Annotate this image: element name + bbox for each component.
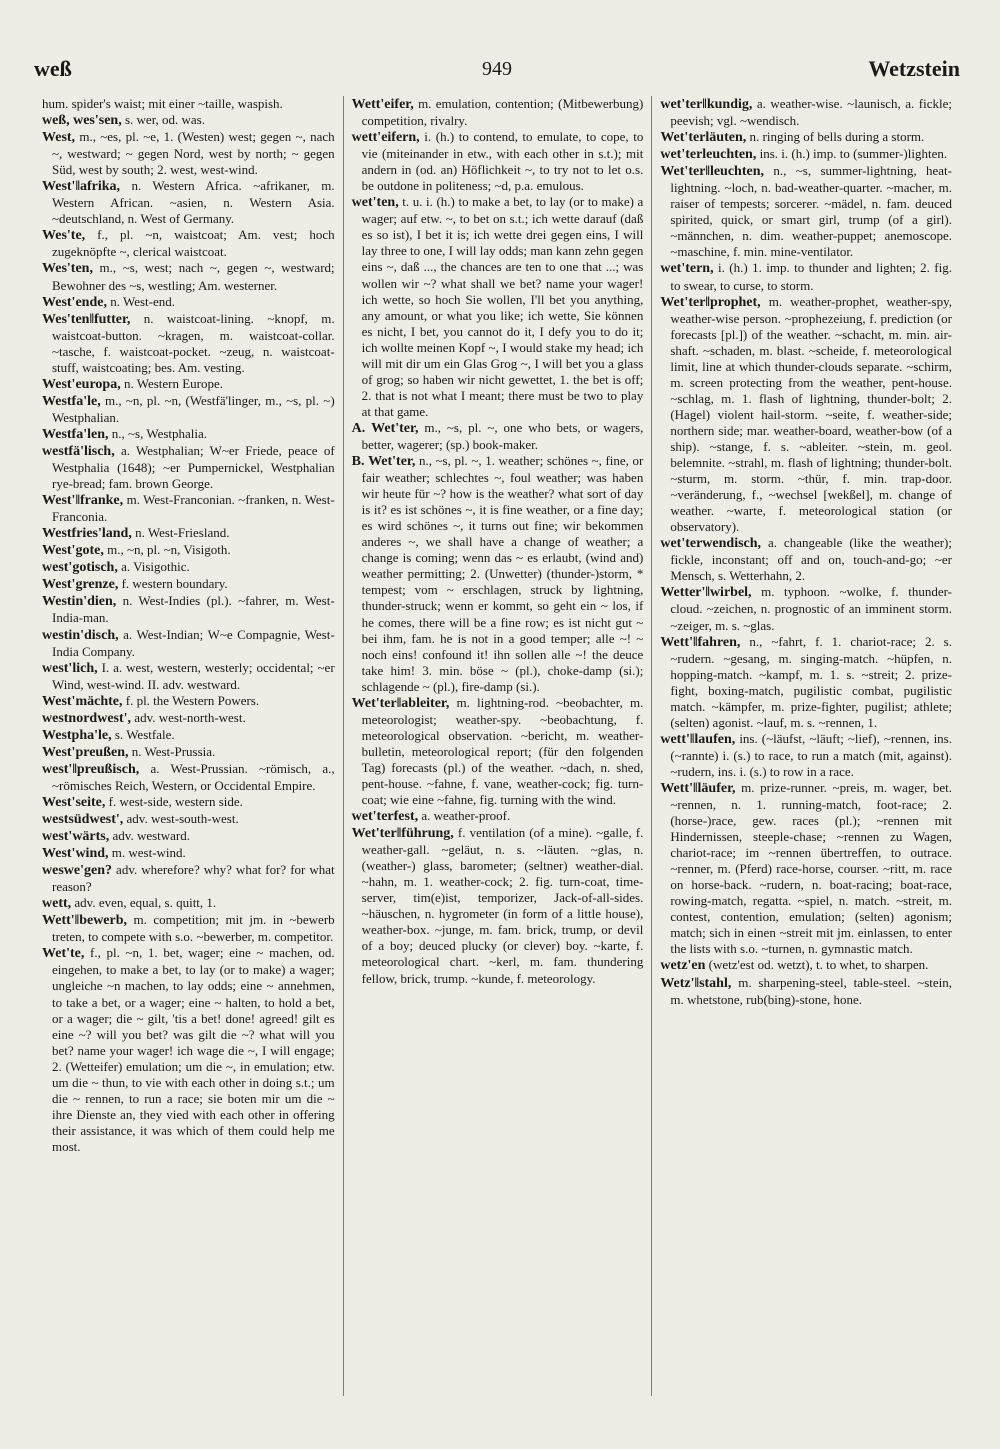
entry-definition: adv. wherefore? why? what for? for what reason? [52, 862, 335, 895]
dictionary-entry [42, 660, 335, 693]
dictionary-entry [42, 311, 335, 376]
entry-definition: n. Western Europe. [123, 375, 224, 391]
dictionary-entry [660, 634, 952, 731]
entry-definition: f. pl. the Western Powers. [125, 692, 260, 708]
entry-definition: t. u. i. (h.) to make a bet, to lay (or to make) a wager; auf etw. ~, to bet on s.t.; ich wette darauf (daß es so ist), I bet it is; ich wette drei gegen eins, I will lay three to one, I will lay odds; man kann zehn gegen eins ~, daß ..., the chances are ten to one that ...; was wollen wir ~? what shall we bet? name your wager! ich wette, so hoch Sie wollen, I'll bet you anything, any amount, or what you like; ich wette, Sie können es nicht, I bet, you cannot do it, I defy you to do it; ich wollte meinen Kopf ~, I would stake my head; ich will mit dir um ein Glas Grog ~, I will bet you a glass of grog; so haben wir nicht gewettet, 1. the bet is off; 2. that is not what I meant; there must be two to play at that game. [361, 194, 644, 419]
entry-definition: n., ~s, summer-lightning, heat-lightning. ~loch, n. bad-weather-quarter. ~macher, m. raiser of tempests; sorcerer. ~mädel, n. fam. deuced spirited, quick, or smart girl, trump (of a girl). ~männchen, n. dim. weather-puppet; anemoscope. ~maschine, f. min. mine-ventilator. [670, 163, 952, 260]
dictionary-entry [660, 975, 952, 1008]
entry-definition: hum. spider's waist; mit einer ~taille, waspish. [42, 96, 283, 111]
entry-headword: wett, [42, 896, 72, 912]
entry-headword: wet'terfest, [351, 809, 419, 825]
entry-definition: n. ringing of bells during a storm. [749, 129, 925, 145]
entry-definition: s. wer, od. was. [124, 112, 205, 128]
entry-headword: West'preußen, [42, 744, 129, 760]
entry-definition: ins. (~läufst, ~läuft; ~lief), ~rennen, ins. (~rannte) i. (s.) to race, to run a match (mit, against). ~rudern, ins. i. (s.) to row in a race. [670, 730, 952, 779]
entry-definition: m. lightning-rod. ~beobachter, m. meteorologist; weather-spy. ~beobachtung, f. meteorological observation. ~bericht, m. weather-bulletin, meteorological report; (für den folgenden Tag) forecasts (pl.) of the weather. ~dach, n. shed, pent-house. ~fahne, f. vane, weather-cock; fig. turn-coat; wie eine ~fahne, fig. turning with the wind. [361, 694, 644, 808]
dictionary-entry [42, 178, 335, 227]
entry-headword: westin'disch, [42, 627, 119, 643]
column-2 [343, 96, 652, 1396]
entry-definition: m., ~n, pl. ~n, (Westfä'linger, m., ~s, pl. ~) Westphalian. [52, 392, 335, 425]
dictionary-entry [660, 780, 952, 958]
entry-headword: Wet'te, [42, 946, 85, 962]
dictionary-entry [42, 794, 335, 811]
page-number: 949 [482, 58, 512, 80]
entry-headword: West'gote, [42, 543, 104, 559]
dictionary-entry [660, 957, 952, 974]
entry-definition: n. Western Africa. ~afrikaner, m. Western African. ~asien, n. Western Asia. ~deutschland, n. West of Germany. [52, 178, 335, 227]
entry-definition: m. west-wind. [111, 845, 186, 861]
entry-definition: adv. westward. [112, 828, 191, 844]
dictionary-entry [42, 862, 335, 895]
entry-definition: f. ventilation (of a mine). ~galle, f. weather-gall. ~geläut, n. s. ~läuten. ~glas, n. (weather-) glass, barometer; (seltner) weather-dial. ~hahn, m. 1. weather-cock; 2. fig. turn-coat, time-server, tim(e)ist, temporizer, Jack-of-all-sides. ~häuschen, n. hygrometer (in form of a little house), weather-box. ~junge, m. fam. brick, trump, or devil of a boy; deuced plucky (or clever) boy. ~karte, f. meteorological chart. ~kerl, m. fam. thundering fellow, brick, trump. ~kunde, f. meteorology. [361, 825, 644, 986]
entry-headword: Wet'terläuten, [660, 130, 747, 146]
dictionary-entry [42, 811, 335, 828]
entry-headword: west'gotisch, [42, 560, 118, 576]
entry-headword: west'lich, [42, 660, 98, 676]
entry-definition: n., ~s, Westphalia. [111, 425, 208, 441]
entry-definition: m. prize-runner. ~preis, m. wager, bet. ~rennen, n. 1. running-match, foot-race; 2. (horse-)race, gew. races (pl.); ~rennen mit Hindernissen, steeple-chase; ~rennen zu Wagen, chariot-race; im ~rennen übertreffen, to outrace. ~renner, m. (Pferd) race-horse, courser. ~ritt, m. race on horse-back. ~rudern, n. boat-racing; boat-race, rowing-match, regatta. ~spiel, n. match. ~streit, m. contest, contention, emulation; (selten) agonism; match; sich in einen ~streit mit jm. einlassen, to enter the lists with s.o. ~turnen, n. gymnastic match. [670, 779, 952, 957]
dictionary-entry [660, 146, 952, 163]
dictionary-entry [42, 376, 335, 393]
dictionary-entry [42, 895, 335, 912]
entry-headword: wetz'en [660, 958, 706, 974]
dictionary-entry [42, 945, 335, 1155]
dictionary-entry [42, 112, 335, 129]
entry-headword: Wet'ter‖ableiter, [351, 695, 450, 711]
entry-headword: westnordwest', [42, 710, 132, 726]
entry-definition: a. Visigothic. [121, 559, 190, 575]
entry-definition: m., ~n, pl. ~n, Visigoth. [107, 542, 231, 558]
entry-headword: Wett'‖läufer, [660, 780, 736, 796]
entry-headword: westfä'lisch, [42, 443, 115, 459]
entry-definition: m. weather-prophet, weather-spy, weather-wise person. ~prophezeiung, f. prediction (or forecasts [pl.]) of the weather. ~schacht, m. min. air-shaft. ~schaden, m. blast. ~scheide, f. meteorological limit, line at which thunder-clouds separate. ~schirm, m. screen protecting from the weather, pent-house. ~schlag, m. 1. flash of lightning, thunder-bolt; 2. (Hagel) violent hail-storm. ~seite, f. weather-side; northern side; mar. weather-board, weather-bow (of a ship). ~stange, f. s. ~ableiter. ~stein, m. geol. belemnite. ~strahl, m. flash of lightning; thunder-bolt. ~sturm, m. storm. ~thür, f. min. trap-door. ~veränderung, f., ~wechsel [wekßel], m. change of weather. ~warte, f. meteorological station (or observatory). [670, 293, 952, 535]
column-3 [651, 96, 960, 1396]
dictionary-entry [660, 96, 952, 129]
dictionary-entry [660, 129, 952, 146]
right-guide-word: Wetzstein [868, 56, 960, 81]
entry-headword: Wett'‖fahren, [660, 634, 741, 650]
entry-headword: wet'terwendisch, [660, 536, 762, 552]
dictionary-entry [42, 593, 335, 626]
entry-definition: m. West-Franconian. ~franken, n. West-Franconia. [52, 492, 335, 525]
dictionary-entry [660, 294, 952, 536]
entry-headword: westsüdwest', [42, 812, 124, 828]
entry-headword: Wes'te, [42, 228, 86, 244]
dictionary-entry [660, 163, 952, 260]
entry-definition: n. West-Friesland. [135, 525, 230, 541]
entry-definition: adv. even, equal, s. quitt, 1. [74, 895, 217, 911]
entry-definition: n., ~s, pl. ~, 1. weather; schönes ~, fine, or fair weather; schlechtes ~, foul weather; was haben wir heute für ~? how is the weather? what sort of day is it? es ist schönes ~, it is fine weather, or a fine day; es wird schönes ~, it turns out fine; wir bekommen anderes ~, we shall have a change of weather; a change is coming; wenn das ~ es erlaubt, (wind and) weather permitting; 2. (Unwetter) (thunder-)storm, * tempest; vom ~ erschlagen, struck by lightning, thunder-struck; wenn er kommt, so geht ein ~ los, if he comes, there will be a fine row; es ist nicht gut ~ bei ihm, fam. he is not in a good temper; alle ~! ~ noch eins! confound it! ihn sollen alle ~! the deuce take him! 3. min. böse ~ (pl.), choke-damp (si.); schlagende ~ (pl.), fire-damp (si.). [361, 453, 644, 694]
entry-headword: Wetz'‖stahl, [660, 975, 732, 991]
dictionary-entry [42, 227, 335, 260]
dictionary-entry [42, 845, 335, 862]
dictionary-entry [352, 453, 644, 695]
entry-headword: A. Wet'ter, [351, 420, 419, 436]
dictionary-entry [352, 129, 644, 194]
dictionary-entry [42, 576, 335, 593]
dictionary-entry [42, 129, 335, 178]
entry-definition: I. a. west, western, westerly; occidental; ~er Wind, west-wind. II. adv. westward. [52, 659, 335, 692]
entry-definition: m. emulation, contention; (Mitbewerbung) competition, rivalry. [361, 96, 644, 129]
entry-definition: f. west-side, western side. [108, 793, 243, 809]
dictionary-entry [42, 492, 335, 525]
entry-definition: s. Westfale. [114, 726, 175, 742]
entry-headword: Wetter'‖wirbel, [660, 585, 752, 601]
entry-headword: West'seite, [42, 794, 106, 810]
dictionary-entry [352, 695, 644, 808]
dictionary-entry [42, 912, 335, 945]
entry-headword: weß, wes'sen, [42, 113, 122, 129]
entry-headword: West'mächte, [42, 693, 123, 709]
dictionary-entry [352, 96, 644, 129]
entry-headword: wett'‖laufen, [660, 731, 736, 747]
entry-headword: Wett'eifer, [351, 97, 414, 112]
entry-headword: Westpha'le, [42, 727, 112, 743]
dictionary-entry [42, 761, 335, 794]
entry-definition: f., pl. ~n, 1. bet, wager; eine ~ machen, od. eingehen, to make a bet, to lay (or to make) a wager; ungleiche ~n machen, to lay odds; eine ~ annehmen, to take a bet, or a wager; eine ~ halten, to hold a bet, or a wager; die ~ gilt, 'tis a bet! done! agreed! gilt es eine ~? will you bet? was gilt die ~? what will you bet? name your wager! ich wage die ~, I will engage; 2. (Wetteifer) emulation; um die ~, in emulation; etw. um die ~ thun, to vie with each other in doing s.t.; um die ~ rennen, to run a race; sie boten mir um die ~ ihre Dienste an, they vied with each other in offering their assistance, it was which of them could help me most. [52, 945, 335, 1154]
entry-headword: Westin'dien, [42, 594, 117, 610]
entry-headword: Wet'ter‖prophet, [660, 294, 761, 310]
dictionary-entry [42, 627, 335, 660]
entry-headword: Wet'ter‖führung, [351, 826, 454, 842]
dictionary-entry [42, 260, 335, 293]
entry-definition: m., ~s, west; nach ~, gegen ~, westward; Bewohner des ~s, westling; Am. westerner. [52, 260, 335, 293]
entry-definition: a. weather-wise. ~launisch, a. fickle; peevish; vgl. ~wendisch. [670, 96, 953, 129]
entry-headword: west'wärts, [42, 829, 110, 845]
entry-headword: wet'tern, [660, 261, 714, 277]
entry-definition: m. typhoon. ~wolke, f. thunder-cloud. ~zeichen, n. prognostic of an imminent storm. ~zeiger, m. s. ~glas. [670, 584, 952, 633]
dictionary-entry [352, 194, 644, 420]
entry-headword: Wes'ten, [42, 261, 93, 277]
entry-definition: a. weather-proof. [421, 808, 511, 824]
entry-definition: a. Westphalian; W~er Friede, peace of Westphalia (1648); ~er Pumpernickel, Westphalian rye-bread; fam. brown George. [52, 442, 335, 492]
dictionary-entry [352, 825, 644, 986]
entry-headword: B. Wet'ter, [351, 454, 416, 470]
entry-definition: n., ~fahrt, f. 1. chariot-race; 2. s. ~rudern. ~gesang, m. singing-match. ~hüpfen, n. hopping-match. ~kampf, m. 1. s. ~streit; 2. prize-fight, boxing-match, pugilistic combat, pugilistic match. ~kämpfer, m. prize-fighter, pugilist; athlete; (selten) agonist. ~lauf, m. s. ~rennen, 1. [670, 633, 952, 730]
dictionary-entry [42, 542, 335, 559]
entry-headword: wet'ter‖kundig, [660, 97, 753, 112]
entry-definition: a. West-Indian; W~e Compagnie, West-India Company. [52, 626, 335, 659]
dictionary-entry [42, 393, 335, 426]
entry-definition: f. western boundary. [121, 576, 228, 592]
entry-headword: Wet'ter‖leuchten, [660, 164, 765, 180]
dictionary-entry [42, 96, 335, 112]
dictionary-entry [42, 525, 335, 542]
entry-headword: West'‖franke, [42, 493, 124, 509]
dictionary-entry [352, 420, 644, 453]
entry-definition: n. waistcoat-lining. ~knopf, m. waistcoat-button. ~kragen, m. waistcoat-collar. ~tasche, f. waistcoat-pocket. ~zeug, n. waistcoat-stuff, waistcoating; bes. Am. vesting. [52, 310, 335, 375]
dictionary-entry [660, 260, 952, 293]
entry-definition: n. West-Indies (pl.). ~fahrer, m. West-India-man. [52, 593, 335, 626]
entry-definition: m. sharpening-steel, table-steel. ~stein, m. whetstone, rub(bing)-stone, hone. [670, 974, 952, 1007]
entry-headword: weswe'gen? [42, 863, 112, 879]
dictionary-entry [42, 744, 335, 761]
entry-headword: Westfa'len, [42, 426, 109, 442]
entry-definition: i. (h.) 1. imp. to thunder and lighten; 2. fig. to swear, to curse, to storm. [670, 260, 953, 293]
entry-headword: wet'terleuchten, [660, 147, 757, 163]
dictionary-entry [42, 710, 335, 727]
columns-container [34, 96, 960, 1396]
entry-headword: west'‖preußisch, [42, 761, 140, 777]
entry-headword: West'grenze, [42, 577, 119, 593]
dictionary-entry [42, 443, 335, 492]
dictionary-entry [352, 808, 644, 825]
left-guide-word: weß [34, 56, 72, 81]
entry-headword: wet'ten, [351, 195, 399, 211]
column-1 [34, 96, 343, 1396]
entry-definition: m., ~s, pl. ~, one who bets, or wagers, better, wagerer; (sp.) book-maker. [361, 419, 644, 452]
dictionary-entry [660, 584, 952, 633]
entry-definition: adv. west-south-west. [126, 811, 239, 827]
entry-definition: n. West-end. [110, 293, 175, 309]
dictionary-entry [42, 693, 335, 710]
entry-definition: f., pl. ~n, waistcoat; Am. vest; hoch zugeknöpfte ~, clerical waistcoat. [52, 227, 335, 260]
entry-definition: i. (h.) to contend, to emulate, to cope, to vie (miteinander in etw., with each other in s.t.); mit andern in (od. an) Höflichkeit ~, to try not to let o.s. be outdone in politeness; ~d, p.a. emulous. [361, 129, 644, 194]
entry-headword: Westfa'le, [42, 393, 101, 409]
entry-definition: a. changeable (like the weather); fickle, inconstant; off and on, touch-and-go; ~er Mensch, s. Wetterhahn, 2. [670, 535, 952, 584]
entry-headword: Westfries'land, [42, 526, 132, 542]
entry-definition: adv. west-north-west. [134, 709, 246, 725]
entry-definition: m., ~es, pl. ~e, 1. (Westen) west; gegen ~, nach ~, westward; ~ gegen Nord, west by north; ~ gegen Süd, west by south; 2. west, west-wind. [52, 129, 335, 178]
entry-headword: West'‖afrika, [42, 179, 121, 195]
entry-definition: m. competition; mit jm. in ~bewerb treten, to compete with s.o. ~bewerber, m. competitor. [52, 912, 335, 945]
entry-headword: wett'eifern, [351, 130, 420, 146]
entry-definition: a. West-Prussian. ~römisch, a., ~römisches Reich, Western, or Occidental Empire. [52, 760, 335, 793]
dictionary-entry [42, 294, 335, 311]
dictionary-entry [660, 731, 952, 780]
entry-definition: ins. i. (h.) imp. to (summer-)lighten. [759, 146, 948, 162]
entry-headword: Wes'ten‖futter, [42, 311, 131, 327]
entry-headword: West, [42, 130, 76, 146]
dictionary-entry [42, 727, 335, 744]
entry-headword: West'wind, [42, 846, 109, 862]
dictionary-entry [42, 559, 335, 576]
dictionary-entry [660, 535, 952, 584]
entry-definition: n. West-Prussia. [131, 743, 216, 759]
entry-headword: Wett'‖bewerb, [42, 913, 128, 929]
page-header [34, 56, 960, 96]
dictionary-entry [42, 426, 335, 443]
entry-headword: West'ende, [42, 294, 107, 310]
entry-headword: West'europa, [42, 376, 121, 392]
dictionary-entry [42, 828, 335, 845]
entry-definition: (wetz'est od. wetzt), t. to whet, to sharpen. [708, 957, 929, 973]
